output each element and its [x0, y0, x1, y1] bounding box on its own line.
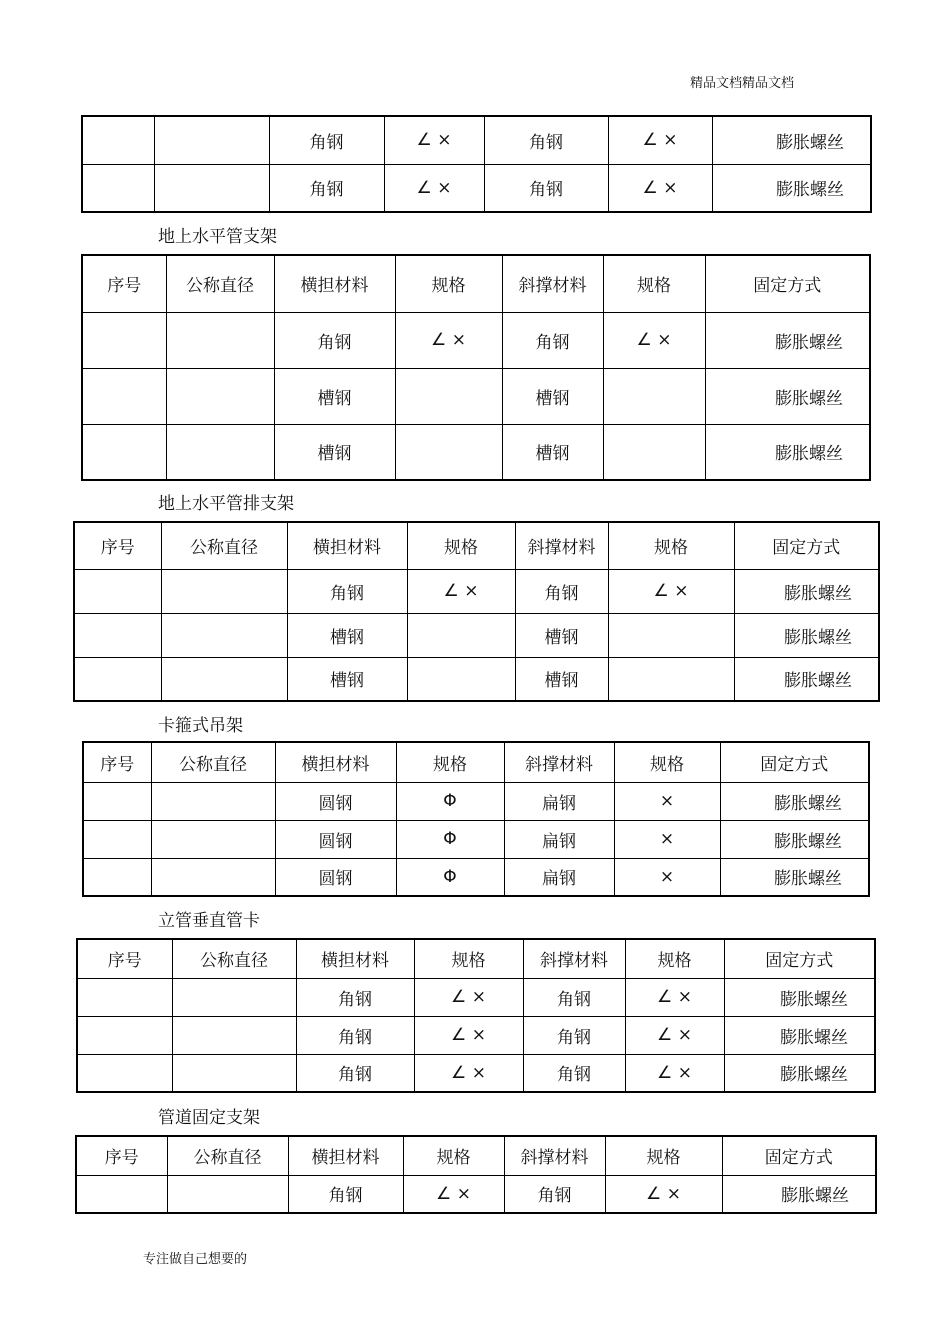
table-cell: 圆钢: [275, 782, 396, 820]
column-header: 固定方式: [734, 522, 879, 569]
table-cell: ×: [614, 782, 720, 820]
table-cell: ×: [614, 858, 720, 896]
column-header: 横担材料: [275, 742, 396, 782]
table-cell: [82, 164, 154, 212]
column-header: 斜撑材料: [504, 1136, 605, 1175]
section-title: 卡箍式吊架: [158, 716, 243, 736]
table-cell: 角钢: [288, 1175, 403, 1213]
column-header: 公称直径: [151, 742, 275, 782]
column-header: 斜撑材料: [504, 742, 614, 782]
table-cell: ∠ ×: [384, 116, 484, 164]
table-cell: 圆钢: [275, 820, 396, 858]
table-cell: 膨胀螺丝: [720, 782, 869, 820]
table-cell: Φ: [396, 820, 504, 858]
column-header: 规格: [414, 939, 523, 978]
column-header: 规格: [396, 742, 504, 782]
table-cell: [154, 164, 269, 212]
table-cell: 角钢: [515, 569, 608, 613]
table-cell: [83, 820, 151, 858]
table-cell: ∠ ×: [414, 1054, 523, 1092]
table-cell: [167, 1175, 288, 1213]
column-header: 规格: [407, 522, 515, 569]
table-cell: 角钢: [287, 569, 407, 613]
table-cell: 膨胀螺丝: [712, 164, 871, 212]
column-header: 公称直径: [172, 939, 296, 978]
table-cell: [603, 368, 705, 424]
table-cell: 角钢: [523, 1054, 625, 1092]
table-cell: 扁钢: [504, 782, 614, 820]
table-row: [77, 1016, 875, 1054]
table-cell: [166, 312, 274, 368]
header-row: [74, 522, 879, 569]
support-table-3: [73, 521, 880, 702]
column-header: 固定方式: [722, 1136, 876, 1175]
table-cell: 角钢: [504, 1175, 605, 1213]
table-cell: 槽钢: [287, 613, 407, 657]
table-cell: 槽钢: [287, 657, 407, 701]
table-row: [82, 368, 870, 424]
column-header: 公称直径: [161, 522, 287, 569]
table-cell: [172, 1016, 296, 1054]
table-row: [83, 858, 869, 896]
table-cell: ∠ ×: [605, 1175, 722, 1213]
table-cell: 膨胀螺丝: [720, 820, 869, 858]
header-row: [76, 1136, 876, 1175]
table-cell: [74, 657, 161, 701]
table-cell: [82, 312, 166, 368]
table-cell: 角钢: [502, 312, 603, 368]
table-cell: [151, 820, 275, 858]
header-note: 精品文档精品文档: [690, 76, 795, 91]
table-cell: [74, 569, 161, 613]
table-row: [82, 116, 871, 164]
column-header: 规格: [605, 1136, 722, 1175]
table-cell: ∠ ×: [384, 164, 484, 212]
table-row: [82, 312, 870, 368]
column-header: 规格: [625, 939, 724, 978]
table-cell: ∠ ×: [608, 116, 712, 164]
table-row: [82, 424, 870, 480]
table-cell: [82, 424, 166, 480]
table-cell: [172, 978, 296, 1016]
table-cell: [151, 782, 275, 820]
table-cell: [83, 782, 151, 820]
table-cell: 角钢: [484, 116, 608, 164]
table-cell: 膨胀螺丝: [734, 613, 879, 657]
table-cell: ×: [614, 820, 720, 858]
column-header: 横担材料: [287, 522, 407, 569]
column-header: 公称直径: [167, 1136, 288, 1175]
table-cell: [161, 657, 287, 701]
table-cell: 膨胀螺丝: [724, 978, 875, 1016]
table-cell: [608, 657, 734, 701]
table-cell: [82, 116, 154, 164]
table-cell: [395, 424, 502, 480]
section-title: 立管垂直管卡: [158, 911, 260, 931]
support-table-2: [81, 254, 871, 481]
column-header: 横担材料: [274, 255, 395, 312]
table-cell: 角钢: [523, 978, 625, 1016]
column-header: 规格: [403, 1136, 504, 1175]
column-header: 斜撑材料: [523, 939, 625, 978]
table-cell: [77, 978, 172, 1016]
table-cell: ∠ ×: [625, 1054, 724, 1092]
table-cell: 角钢: [523, 1016, 625, 1054]
table-cell: [407, 613, 515, 657]
column-header: 规格: [608, 522, 734, 569]
column-header: 规格: [614, 742, 720, 782]
table-cell: 膨胀螺丝: [712, 116, 871, 164]
table-cell: ∠ ×: [625, 1016, 724, 1054]
table-cell: [77, 1016, 172, 1054]
table-cell: 角钢: [296, 1016, 414, 1054]
table-cell: [603, 424, 705, 480]
table-cell: ∠ ×: [414, 1016, 523, 1054]
table-cell: [154, 116, 269, 164]
table-cell: [77, 1054, 172, 1092]
table-cell: [151, 858, 275, 896]
table-cell: ∠ ×: [414, 978, 523, 1016]
table-cell: [76, 1175, 167, 1213]
table-cell: 膨胀螺丝: [705, 312, 870, 368]
table-cell: 膨胀螺丝: [705, 424, 870, 480]
table-cell: [172, 1054, 296, 1092]
table-cell: 膨胀螺丝: [724, 1016, 875, 1054]
column-header: 斜撑材料: [502, 255, 603, 312]
table-row: [82, 164, 871, 212]
table-cell: 角钢: [484, 164, 608, 212]
table-cell: Φ: [396, 782, 504, 820]
support-table-4: [82, 741, 870, 897]
table-cell: 角钢: [296, 978, 414, 1016]
column-header: 公称直径: [166, 255, 274, 312]
table-cell: 槽钢: [515, 613, 608, 657]
column-header: 固定方式: [724, 939, 875, 978]
table-cell: 角钢: [274, 312, 395, 368]
column-header: 横担材料: [288, 1136, 403, 1175]
table-row: [83, 820, 869, 858]
table-row: [76, 1175, 876, 1213]
table-cell: 槽钢: [502, 368, 603, 424]
table-cell: [82, 368, 166, 424]
header-row: [83, 742, 869, 782]
table-row: [74, 613, 879, 657]
table-cell: 圆钢: [275, 858, 396, 896]
table-row: [77, 1054, 875, 1092]
table-cell: [74, 613, 161, 657]
column-header: 序号: [82, 255, 166, 312]
table-row: [83, 782, 869, 820]
table-cell: ∠ ×: [603, 312, 705, 368]
table-cell: 膨胀螺丝: [734, 657, 879, 701]
table-cell: ∠ ×: [625, 978, 724, 1016]
table-cell: 槽钢: [515, 657, 608, 701]
table-cell: 膨胀螺丝: [720, 858, 869, 896]
support-table-1: [81, 115, 872, 213]
table-cell: 膨胀螺丝: [724, 1054, 875, 1092]
header-row: [82, 255, 870, 312]
table-cell: 扁钢: [504, 858, 614, 896]
column-header: 横担材料: [296, 939, 414, 978]
section-title: 地上水平管支架: [158, 227, 277, 247]
table-row: [74, 657, 879, 701]
table-cell: [407, 657, 515, 701]
column-header: 序号: [83, 742, 151, 782]
column-header: 斜撑材料: [515, 522, 608, 569]
table-cell: 扁钢: [504, 820, 614, 858]
table-cell: ∠ ×: [395, 312, 502, 368]
table-cell: ∠ ×: [608, 569, 734, 613]
column-header: 固定方式: [720, 742, 869, 782]
table-cell: [83, 858, 151, 896]
section-title: 管道固定支架: [158, 1108, 260, 1128]
table-cell: 角钢: [269, 116, 384, 164]
section-title: 地上水平管排支架: [158, 494, 294, 514]
table-cell: 角钢: [296, 1054, 414, 1092]
column-header: 序号: [76, 1136, 167, 1175]
table-cell: [161, 569, 287, 613]
table-cell: ∠ ×: [407, 569, 515, 613]
table-cell: 膨胀螺丝: [705, 368, 870, 424]
table-cell: ∠ ×: [403, 1175, 504, 1213]
table-row: [77, 978, 875, 1016]
table-cell: [166, 424, 274, 480]
table-cell: Φ: [396, 858, 504, 896]
table-cell: 槽钢: [274, 424, 395, 480]
table-cell: [161, 613, 287, 657]
table-cell: ∠ ×: [608, 164, 712, 212]
support-table-5: [76, 938, 876, 1093]
support-table-6: [75, 1135, 877, 1214]
table-row: [74, 569, 879, 613]
column-header: 序号: [77, 939, 172, 978]
table-cell: 槽钢: [502, 424, 603, 480]
column-header: 规格: [395, 255, 502, 312]
column-header: 规格: [603, 255, 705, 312]
table-cell: [166, 368, 274, 424]
table-cell: 膨胀螺丝: [734, 569, 879, 613]
column-header: 序号: [74, 522, 161, 569]
table-cell: 槽钢: [274, 368, 395, 424]
table-cell: [395, 368, 502, 424]
footer-note: 专注做自己想要的: [143, 1252, 248, 1267]
column-header: 固定方式: [705, 255, 870, 312]
header-row: [77, 939, 875, 978]
table-cell: 膨胀螺丝: [722, 1175, 876, 1213]
table-cell: [608, 613, 734, 657]
table-cell: 角钢: [269, 164, 384, 212]
